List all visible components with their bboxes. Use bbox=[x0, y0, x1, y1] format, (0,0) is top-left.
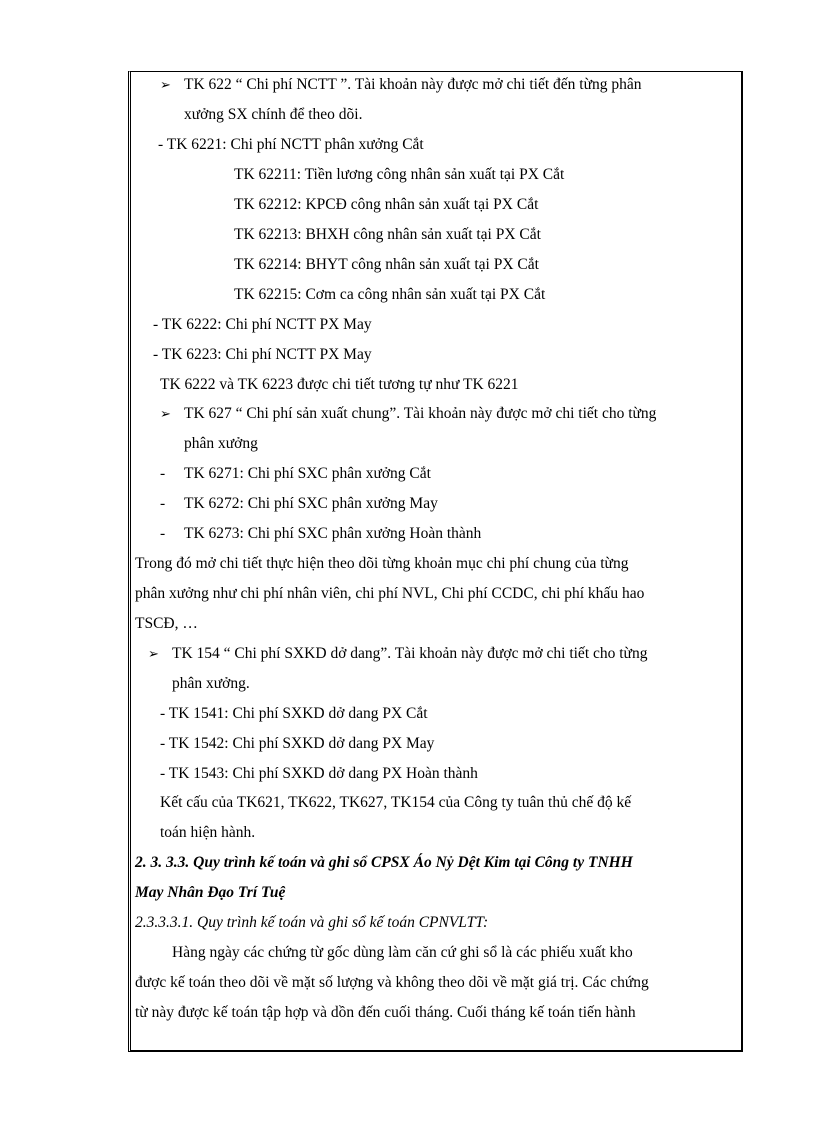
text-line: - TK 6221: Chi phí NCTT phân xưởng Cắt bbox=[158, 136, 424, 153]
text-line: TK 6272: Chi phí SXC phân xưởng May bbox=[184, 495, 438, 512]
text-line: TK 62212: KPCĐ công nhân sản xuất tại PX Cắt bbox=[234, 196, 539, 213]
text-line: xưởng SX chính để theo dõi. bbox=[184, 106, 363, 123]
text-line: TSCĐ, … bbox=[135, 615, 198, 632]
text-line: phân xưởng như chi phí nhân viên, chi phí NVL, Chi phí CCDC, chi phí khấu hao bbox=[135, 585, 645, 602]
text-line: TK 622 “ Chi phí NCTT ”. Tài khoản này được mở chi tiết đến từng phân bbox=[184, 76, 642, 93]
dash-marker: - bbox=[160, 465, 166, 482]
text-line: - TK 1542: Chi phí SXKD dở dang PX May bbox=[160, 735, 435, 752]
bullet-arrow-icon: ➢ bbox=[160, 77, 171, 92]
text-line: TK 62214: BHYT công nhân sản xuất tại PX Cắt bbox=[234, 256, 539, 273]
dash-marker: - bbox=[160, 525, 166, 542]
text-line: toán hiện hành. bbox=[160, 824, 256, 841]
text-line: TK 6273: Chi phí SXC phân xưởng Hoàn thành bbox=[184, 525, 482, 542]
bullet-arrow-icon: ➢ bbox=[148, 646, 159, 661]
subsection-heading: 2.3.3.3.1. Quy trình kế toán và ghi sổ kế toán CPNVLTT: bbox=[135, 914, 489, 931]
text-line: TK 62213: BHXH công nhân sản xuất tại PX Cắt bbox=[234, 226, 541, 243]
text-line: - TK 6222: Chi phí NCTT PX May bbox=[153, 316, 372, 333]
text-line: - TK 1543: Chi phí SXKD dở dang PX Hoàn thành bbox=[160, 765, 478, 782]
text-line: TK 62211: Tiền lương công nhân sản xuất tại PX Cắt bbox=[234, 166, 565, 183]
text-line: phân xưởng bbox=[184, 435, 258, 452]
text-line: từ này được kế toán tập hợp và dồn đến cuối tháng. Cuối tháng kế toán tiến hành bbox=[135, 1004, 636, 1021]
dash-marker: - bbox=[160, 495, 166, 512]
text-line: Hàng ngày các chứng từ gốc dùng làm căn cứ ghi sổ là các phiếu xuất kho bbox=[172, 944, 633, 961]
section-heading: May Nhân Đạo Trí Tuệ bbox=[135, 884, 286, 901]
text-line: - TK 6223: Chi phí NCTT PX May bbox=[153, 346, 372, 363]
text-line: được kế toán theo dõi về mặt số lượng và không theo dõi về mặt giá trị. Các chứng bbox=[135, 974, 649, 991]
text-line: TK 6222 và TK 6223 được chi tiết tương tự như TK 6221 bbox=[160, 376, 519, 393]
text-line: Kết cấu của TK621, TK622, TK627, TK154 của Công ty tuân thủ chế độ kế bbox=[160, 794, 632, 811]
text-line: TK 6271: Chi phí SXC phân xưởng Cắt bbox=[184, 465, 431, 482]
text-line: Trong đó mở chi tiết thực hiện theo dõi từng khoản mục chi phí chung của từng bbox=[135, 555, 629, 572]
text-line: - TK 1541: Chi phí SXKD dở dang PX Cắt bbox=[160, 705, 428, 722]
bullet-arrow-icon: ➢ bbox=[160, 406, 171, 421]
section-heading: 2. 3. 3.3. Quy trình kế toán và ghi sổ CPSX Áo Nỷ Dệt Kim tại Công ty TNHH bbox=[135, 854, 633, 871]
text-line: phân xưởng. bbox=[172, 675, 250, 692]
text-line: TK 627 “ Chi phí sản xuất chung”. Tài khoản này được mở chi tiết cho từng bbox=[184, 405, 657, 422]
text-line: TK 154 “ Chi phí SXKD dở dang”. Tài khoản này được mở chi tiết cho từng bbox=[172, 645, 648, 662]
text-line: TK 62215: Cơm ca công nhân sản xuất tại PX Cắt bbox=[234, 286, 546, 303]
